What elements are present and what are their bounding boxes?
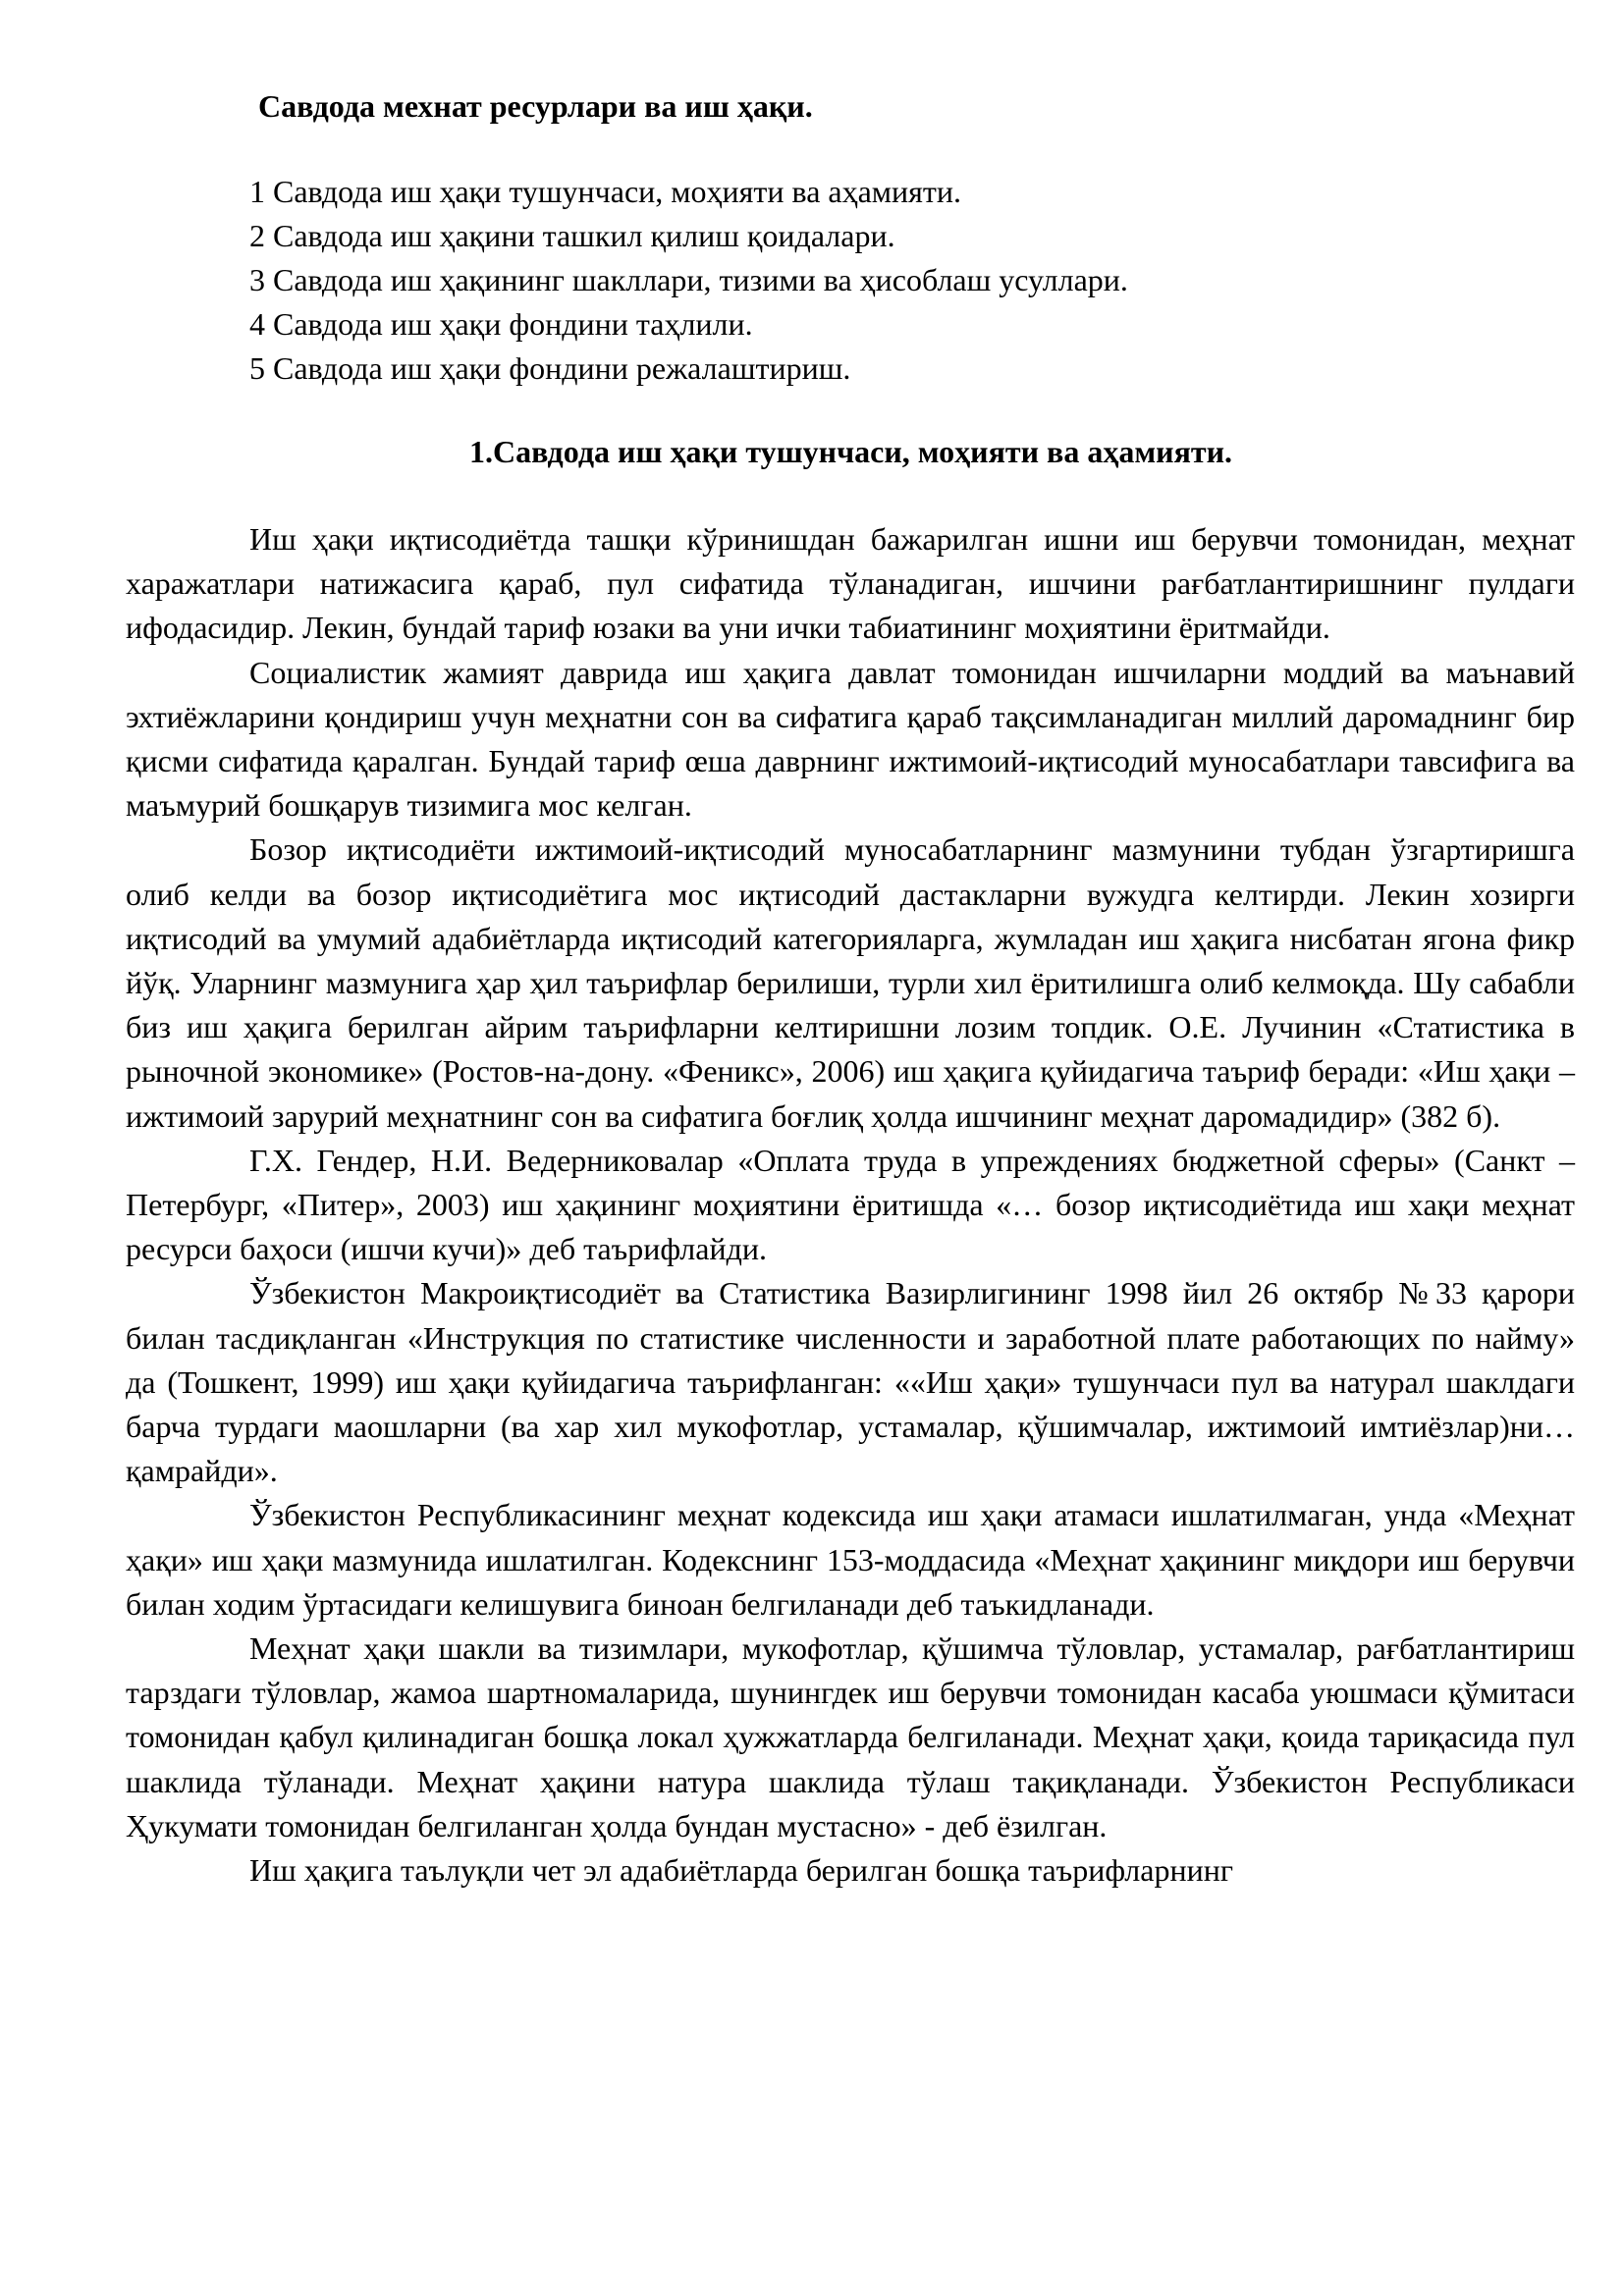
toc-item: 3 Савдода иш ҳақининг шакллари, тизими ва ҳисоблаш усуллари.: [249, 262, 1128, 297]
section-heading: 1.Савдода иш ҳақи тушунчаси, моҳияти ва аҳамияти.: [468, 434, 1233, 469]
toc-item: 5 Савдода иш ҳақи фондини режалаштириш.: [249, 350, 851, 386]
body-text: [126, 517, 1575, 1893]
toc-item: 4 Савдода иш ҳақи фондини таҳлили.: [249, 306, 753, 342]
toc-item: 1 Савдода иш ҳақи тушунчаси, моҳияти ва аҳамияти.: [249, 174, 961, 209]
toc-item: 2 Савдода иш ҳақини ташкил қилиш қоидалари.: [249, 218, 895, 253]
paragraph: Ўзбекистон Макроиқтисодиёт ва Статистика Вазирлигининг 1998 йил 26 октябр №33 қарори билан тасдиқланган «Инструкция по статистике численности и заработной плате работающих по найму» да (Тошкент, 1999) иш ҳақи қуйидагича таърифланган: ««Иш ҳақи» тушунчаси пул ва натурал шаклдаги барча турдаги маошларни (ва хар хил мукофотлар, устамалар, қўшимчалар, ижтимоий имтиёзлар)ни… қамрайди».: [126, 1275, 1575, 1489]
paragraph: Иш ҳақига таълуқли чет эл адабиётларда берилган бошқа таърифларнинг: [249, 1852, 1233, 1889]
paragraph: Ўзбекистон Республикасининг меҳнат кодексида иш ҳақи атамаси ишлатилмаган, унда «Меҳнат ҳақи» иш ҳақи мазмунида ишлатилган. Кодекснинг 153-моддасида «Меҳнат ҳақининг миқдори иш берувчи билан ходим ўртасидаги келишувига биноан белгиланади деб таъкидланади.: [126, 1497, 1575, 1622]
table-of-contents: [249, 170, 1128, 391]
paragraph: Социалистик жамият даврида иш ҳақига давлат томонидан ишчиларни моддий ва маънавий эхтиёжларини қондириш учун меҳнатни сон ва сифатига қараб тақсимланадиган миллий даромаднинг бир қисми сифатида қаралган. Бундай тариф œша даврнинг ижтимоий-иқтисодий муносабатлари тавсифига ва маъмурий бошқарув тизимига мос келган.: [126, 654, 1575, 824]
paragraph: Иш ҳақи иқтисодиётда ташқи кўринишдан бажарилган ишни иш берувчи томонидан, меҳнат харажатлари натижасига қараб, пул сифатида тўланадиган, ишчини рағбатлантиришнинг пулдаги ифодасидир. Лекин, бундай тариф юзаки ва уни ички табиатининг моҳиятини ёритмайди.: [126, 521, 1575, 646]
paragraph: Меҳнат ҳақи шакли ва тизимлари, мукофотлар, қўшимча тўловлар, устамалар, рағбатлантириш тарздаги тўловлар, жамоа шартномаларида, шунингдек иш берувчи томонидан касаба уюшмаси қўмитаси томонидан қабул қилинадиган бошқа локал ҳужжатларда белгиланади. Меҳнат ҳақи, қоида тариқасида пул шаклида тўланади. Меҳнат ҳақини натура шаклида тўлаш тақиқланади. Ўзбекистон Республикаси Ҳукумати томонидан белгиланган ҳолда бундан мустасно» - деб ёзилган.: [126, 1630, 1575, 1843]
document-title: Савдода мехнат ресурлари ва иш ҳақи.: [258, 88, 813, 124]
paragraph: Г.Х. Гендер, Н.И. Ведерниковалар «Оплата труда в упреждениях бюджетной сферы» (Санкт – Петербург, «Питер», 2003) иш ҳақининг моҳиятини ёритишда «… бозор иқтисодиётида иш хақи меҳнат ресурси баҳоси (ишчи кучи)» деб таърифлайди.: [126, 1142, 1575, 1267]
paragraph: Бозор иқтисодиёти ижтимоий-иқтисодий муносабатларнинг мазмунини тубдан ўзгартиришга олиб келди ва бозор иқтисодиётига мос иқтисодий дастакларни вужудга келтирди. Лекин хозирги иқтисодий ва умумий адабиётларда иқтисодий категорияларга, жумладан иш ҳақига нисбатан ягона фикр йўқ. Уларнинг мазмунига ҳар ҳил таърифлар берилиши, турли хил ёритилишга олиб келмоқда. Шу сабабли биз иш ҳақига берилган айрим таърифларни келтиришни лозим топдик. О.Е. Лучинин «Статистика в рыночной экономике» (Ростов-на-дону. «Феникс», 2006) иш ҳақига қуйидагича таъриф беради: «Иш ҳақи – ижтимоий зарурий меҳнатнинг сон ва сифатига боғлиқ ҳолда ишчининг меҳнат даромадидир» (382 б).: [126, 831, 1575, 1134]
